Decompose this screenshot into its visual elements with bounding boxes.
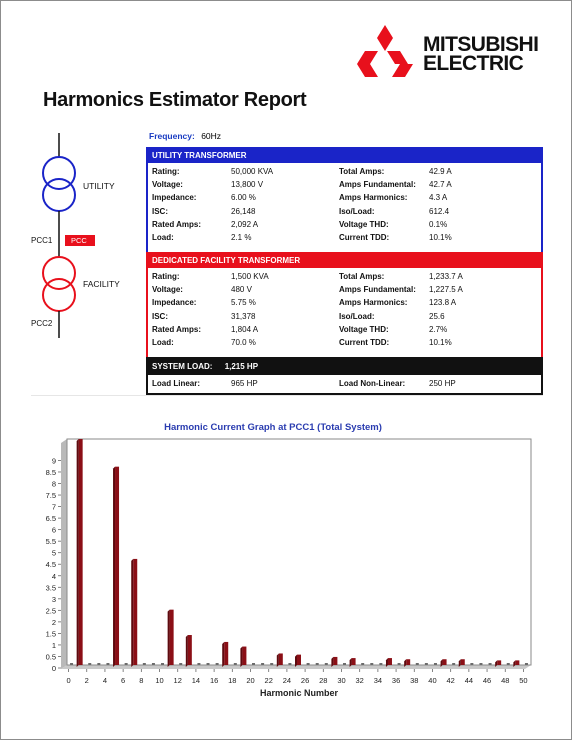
x-tick-label: 0 bbox=[66, 676, 71, 685]
baseline-stub bbox=[270, 663, 273, 665]
x-tick-label: 34 bbox=[373, 676, 383, 685]
harmonic-bar bbox=[515, 660, 519, 665]
utility-right-label: Voltage THD: bbox=[339, 219, 389, 229]
x-tick-label: 44 bbox=[464, 676, 474, 685]
x-tick-label: 42 bbox=[446, 676, 455, 685]
x-tick-label: 38 bbox=[410, 676, 419, 685]
y-tick-label: 0 bbox=[51, 664, 56, 673]
facility-right-value: 25.6 bbox=[429, 311, 445, 321]
baseline-stub bbox=[434, 663, 437, 665]
baseline-stub bbox=[161, 663, 164, 665]
facility-right-value: 123.8 A bbox=[429, 298, 457, 308]
y-tick-label: 6 bbox=[51, 525, 56, 535]
x-tick-label: 22 bbox=[264, 676, 273, 685]
facility-panel-body bbox=[148, 268, 541, 367]
x-tick-label: 16 bbox=[209, 676, 219, 685]
facility-right-value: 10.1% bbox=[429, 338, 452, 347]
section-divider bbox=[31, 395, 543, 396]
baseline-stub bbox=[470, 663, 473, 665]
baseline-stub bbox=[507, 663, 510, 665]
facility-left-value: 5.75 % bbox=[231, 298, 256, 308]
facility-left-label: Rating: bbox=[152, 272, 180, 281]
harmonic-bar bbox=[224, 642, 228, 665]
utility-right-label: Current TDD: bbox=[339, 233, 390, 242]
frequency-label: Frequency: bbox=[149, 131, 195, 141]
baseline-stub bbox=[234, 663, 237, 665]
x-tick-label: 32 bbox=[355, 676, 364, 685]
x-tick-label: 30 bbox=[337, 676, 346, 685]
utility-left-label: Rated Amps: bbox=[152, 219, 202, 229]
facility-left-value: 31,378 bbox=[231, 311, 256, 321]
utility-right-label: Amps Fundamental: bbox=[339, 180, 416, 190]
baseline-stub bbox=[143, 663, 146, 665]
utility-right-value: 612.4 bbox=[429, 206, 450, 216]
harmonic-bar bbox=[188, 635, 192, 665]
facility-left-value: 480 V bbox=[231, 285, 252, 295]
baseline-stub bbox=[106, 663, 109, 665]
facility-left-value: 1,500 KVA bbox=[231, 272, 269, 281]
y-tick-label: 1 bbox=[51, 640, 56, 650]
harmonic-bar-side bbox=[295, 655, 297, 667]
facility-left-label: ISC: bbox=[152, 311, 168, 321]
baseline-stub bbox=[288, 663, 291, 665]
utility-right-value: 0.1% bbox=[429, 219, 448, 229]
y-tick-label: 8.5 bbox=[45, 467, 56, 477]
harmonic-bar bbox=[461, 659, 465, 665]
brand-wordmark bbox=[423, 35, 538, 73]
utility-panel-body bbox=[148, 163, 541, 262]
utility-transformer-panel bbox=[146, 147, 543, 264]
x-tick-label: 28 bbox=[319, 676, 328, 685]
system-load-body bbox=[148, 375, 541, 393]
baseline-stub bbox=[152, 663, 155, 665]
y-tick-label: 4 bbox=[51, 571, 56, 581]
utility-left-value: 50,000 KVA bbox=[231, 167, 274, 176]
x-tick-label: 18 bbox=[228, 676, 237, 685]
harmonic-bar bbox=[242, 647, 246, 665]
y-tick-label: 9 bbox=[51, 456, 56, 466]
harmonic-current-chart bbox=[41, 433, 545, 703]
facility-right-value: 1,233.7 A bbox=[429, 272, 463, 281]
facility-left-value: 1,804 A bbox=[231, 324, 259, 334]
harmonic-bar bbox=[170, 610, 174, 665]
pcc2-label: PCC2 bbox=[31, 319, 53, 328]
utility-left-value: 13,800 V bbox=[231, 180, 264, 190]
utility-label: UTILITY bbox=[83, 181, 115, 191]
facility-left-label: Load: bbox=[152, 338, 174, 347]
facility-left-value: 70.0 % bbox=[231, 338, 256, 347]
chart-side-wall bbox=[61, 439, 67, 669]
x-tick-label: 10 bbox=[155, 676, 164, 685]
facility-right-label: Current TDD: bbox=[339, 338, 390, 347]
baseline-stub bbox=[316, 663, 319, 665]
x-tick-label: 14 bbox=[191, 676, 201, 685]
harmonic-bar-side bbox=[186, 635, 188, 667]
harmonic-bar bbox=[333, 657, 337, 665]
harmonic-bar-side bbox=[113, 467, 115, 667]
pcc1-label: PCC1 bbox=[31, 236, 53, 245]
baseline-stub bbox=[88, 663, 91, 665]
facility-transformer-panel bbox=[146, 252, 543, 369]
baseline-stub bbox=[452, 663, 455, 665]
frequency-row bbox=[149, 131, 221, 141]
baseline-stub bbox=[479, 663, 482, 665]
y-tick-label: 5.5 bbox=[45, 537, 56, 547]
harmonic-bar-side bbox=[277, 653, 279, 667]
load-linear-label: Load Linear: bbox=[152, 379, 201, 388]
x-tick-label: 26 bbox=[300, 676, 310, 685]
brand-line-2: ELECTRIC bbox=[423, 52, 524, 75]
utility-right-value: 4.3 A bbox=[429, 193, 448, 203]
utility-transformer-bottom-coil bbox=[43, 179, 75, 211]
y-tick-label: 7 bbox=[51, 502, 56, 512]
utility-panel-title: UTILITY TRANSFORMER bbox=[148, 149, 541, 163]
baseline-stub bbox=[307, 663, 310, 665]
load-nonlinear-label: Load Non-Linear: bbox=[339, 379, 406, 388]
utility-right-value: 10.1% bbox=[429, 233, 452, 242]
x-tick-label: 24 bbox=[282, 676, 292, 685]
y-tick-label: 6.5 bbox=[45, 514, 56, 524]
x-tick-label: 48 bbox=[501, 676, 510, 685]
facility-panel-title: DEDICATED FACILITY TRANSFORMER bbox=[148, 254, 541, 268]
harmonic-bar bbox=[388, 658, 392, 665]
baseline-stub bbox=[343, 663, 346, 665]
baseline-stub bbox=[97, 663, 100, 665]
system-load-label: SYSTEM LOAD: bbox=[152, 362, 213, 371]
report-title: Harmonics Estimator Report bbox=[43, 89, 307, 111]
baseline-stub bbox=[216, 663, 219, 665]
baseline-stub bbox=[125, 663, 128, 665]
utility-left-value: 6.00 % bbox=[231, 193, 256, 203]
harmonic-bar-side bbox=[168, 610, 170, 667]
utility-right-label: Iso/Load: bbox=[339, 206, 375, 216]
pcc-badge: PCC bbox=[71, 236, 87, 245]
facility-left-label: Impedance: bbox=[152, 298, 197, 308]
x-axis-label: Harmonic Number bbox=[259, 688, 339, 698]
system-load-value: 1,215 HP bbox=[224, 362, 259, 371]
utility-right-label: Total Amps: bbox=[339, 167, 385, 176]
harmonic-bar-side bbox=[77, 439, 79, 667]
baseline-stub bbox=[197, 663, 200, 665]
facility-right-value: 1,227.5 A bbox=[429, 285, 463, 295]
facility-right-value: 2.7% bbox=[429, 324, 448, 334]
one-line-diagram bbox=[29, 133, 149, 343]
harmonic-bar-side bbox=[131, 559, 133, 667]
harmonic-bar bbox=[115, 467, 119, 665]
baseline-stub bbox=[325, 663, 328, 665]
harmonic-bar bbox=[79, 439, 83, 665]
baseline-stub bbox=[361, 663, 364, 665]
y-tick-label: 7.5 bbox=[45, 491, 56, 501]
y-tick-label: 1.5 bbox=[45, 629, 56, 639]
x-tick-label: 12 bbox=[173, 676, 182, 685]
y-tick-label: 5 bbox=[51, 548, 56, 558]
y-tick-label: 0.5 bbox=[45, 652, 56, 662]
harmonic-bar bbox=[297, 655, 301, 665]
facility-left-label: Rated Amps: bbox=[152, 324, 202, 334]
baseline-stub bbox=[489, 663, 492, 665]
utility-left-label: Rating: bbox=[152, 167, 180, 176]
harmonic-bar bbox=[497, 660, 501, 665]
utility-left-label: Load: bbox=[152, 233, 174, 242]
harmonic-bar bbox=[279, 653, 283, 665]
utility-left-value: 26,148 bbox=[231, 206, 256, 216]
utility-left-value: 2,092 A bbox=[231, 219, 259, 229]
y-tick-label: 3 bbox=[51, 594, 56, 604]
harmonic-bar-side bbox=[222, 642, 224, 667]
facility-left-label: Voltage: bbox=[152, 285, 183, 295]
utility-right-label: Amps Harmonics: bbox=[339, 193, 408, 203]
y-tick-label: 2 bbox=[51, 617, 56, 627]
harmonic-bar bbox=[406, 659, 410, 665]
x-tick-label: 50 bbox=[519, 676, 528, 685]
x-tick-label: 36 bbox=[391, 676, 401, 685]
utility-right-value: 42.9 A bbox=[429, 167, 452, 176]
brand-line-1: MITSUBISHI bbox=[423, 33, 539, 56]
facility-right-label: Amps Fundamental: bbox=[339, 285, 416, 295]
harmonic-bar-side bbox=[240, 647, 242, 667]
x-tick-label: 4 bbox=[102, 676, 108, 685]
y-tick-label: 3.5 bbox=[45, 583, 56, 593]
chart-title: Harmonic Current Graph at PCC1 (Total System) bbox=[164, 422, 382, 433]
x-tick-label: 40 bbox=[428, 676, 437, 685]
baseline-stub bbox=[207, 663, 210, 665]
harmonic-bar bbox=[133, 559, 137, 665]
facility-right-label: Amps Harmonics: bbox=[339, 298, 408, 308]
x-tick-label: 2 bbox=[84, 676, 89, 685]
frequency-value: 60Hz bbox=[201, 131, 222, 141]
baseline-stub bbox=[261, 663, 264, 665]
baseline-stub bbox=[70, 663, 73, 665]
harmonic-bar bbox=[443, 659, 447, 665]
x-tick-label: 20 bbox=[246, 676, 255, 685]
utility-right-value: 42.7 A bbox=[429, 180, 452, 190]
logo-diamonds bbox=[357, 25, 413, 77]
y-tick-label: 2.5 bbox=[45, 606, 56, 616]
system-load-header bbox=[148, 359, 541, 375]
x-tick-label: 46 bbox=[482, 676, 492, 685]
baseline-stub bbox=[398, 663, 401, 665]
facility-label: FACILITY bbox=[83, 279, 120, 289]
baseline-stub bbox=[252, 663, 255, 665]
y-tick-label: 4.5 bbox=[45, 560, 56, 570]
facility-transformer-bottom-coil bbox=[43, 279, 75, 311]
facility-right-label: Iso/Load: bbox=[339, 311, 375, 321]
utility-left-label: ISC: bbox=[152, 206, 168, 216]
baseline-stub bbox=[179, 663, 182, 665]
utility-left-value: 2.1 % bbox=[231, 233, 252, 242]
utility-left-label: Voltage: bbox=[152, 180, 183, 190]
x-tick-label: 8 bbox=[139, 676, 144, 685]
system-load-panel bbox=[146, 357, 543, 395]
baseline-stub bbox=[379, 663, 382, 665]
facility-right-label: Total Amps: bbox=[339, 272, 385, 281]
harmonic-bar bbox=[352, 658, 356, 665]
load-nonlinear-value: 250 HP bbox=[429, 379, 456, 388]
load-linear-value: 965 HP bbox=[231, 379, 258, 388]
facility-right-label: Voltage THD: bbox=[339, 324, 389, 334]
baseline-stub bbox=[416, 663, 419, 665]
y-tick-label: 8 bbox=[51, 479, 56, 489]
utility-left-label: Impedance: bbox=[152, 193, 197, 203]
x-tick-label: 6 bbox=[121, 676, 126, 685]
baseline-stub bbox=[425, 663, 428, 665]
baseline-stub bbox=[370, 663, 373, 665]
baseline-stub bbox=[525, 663, 528, 665]
